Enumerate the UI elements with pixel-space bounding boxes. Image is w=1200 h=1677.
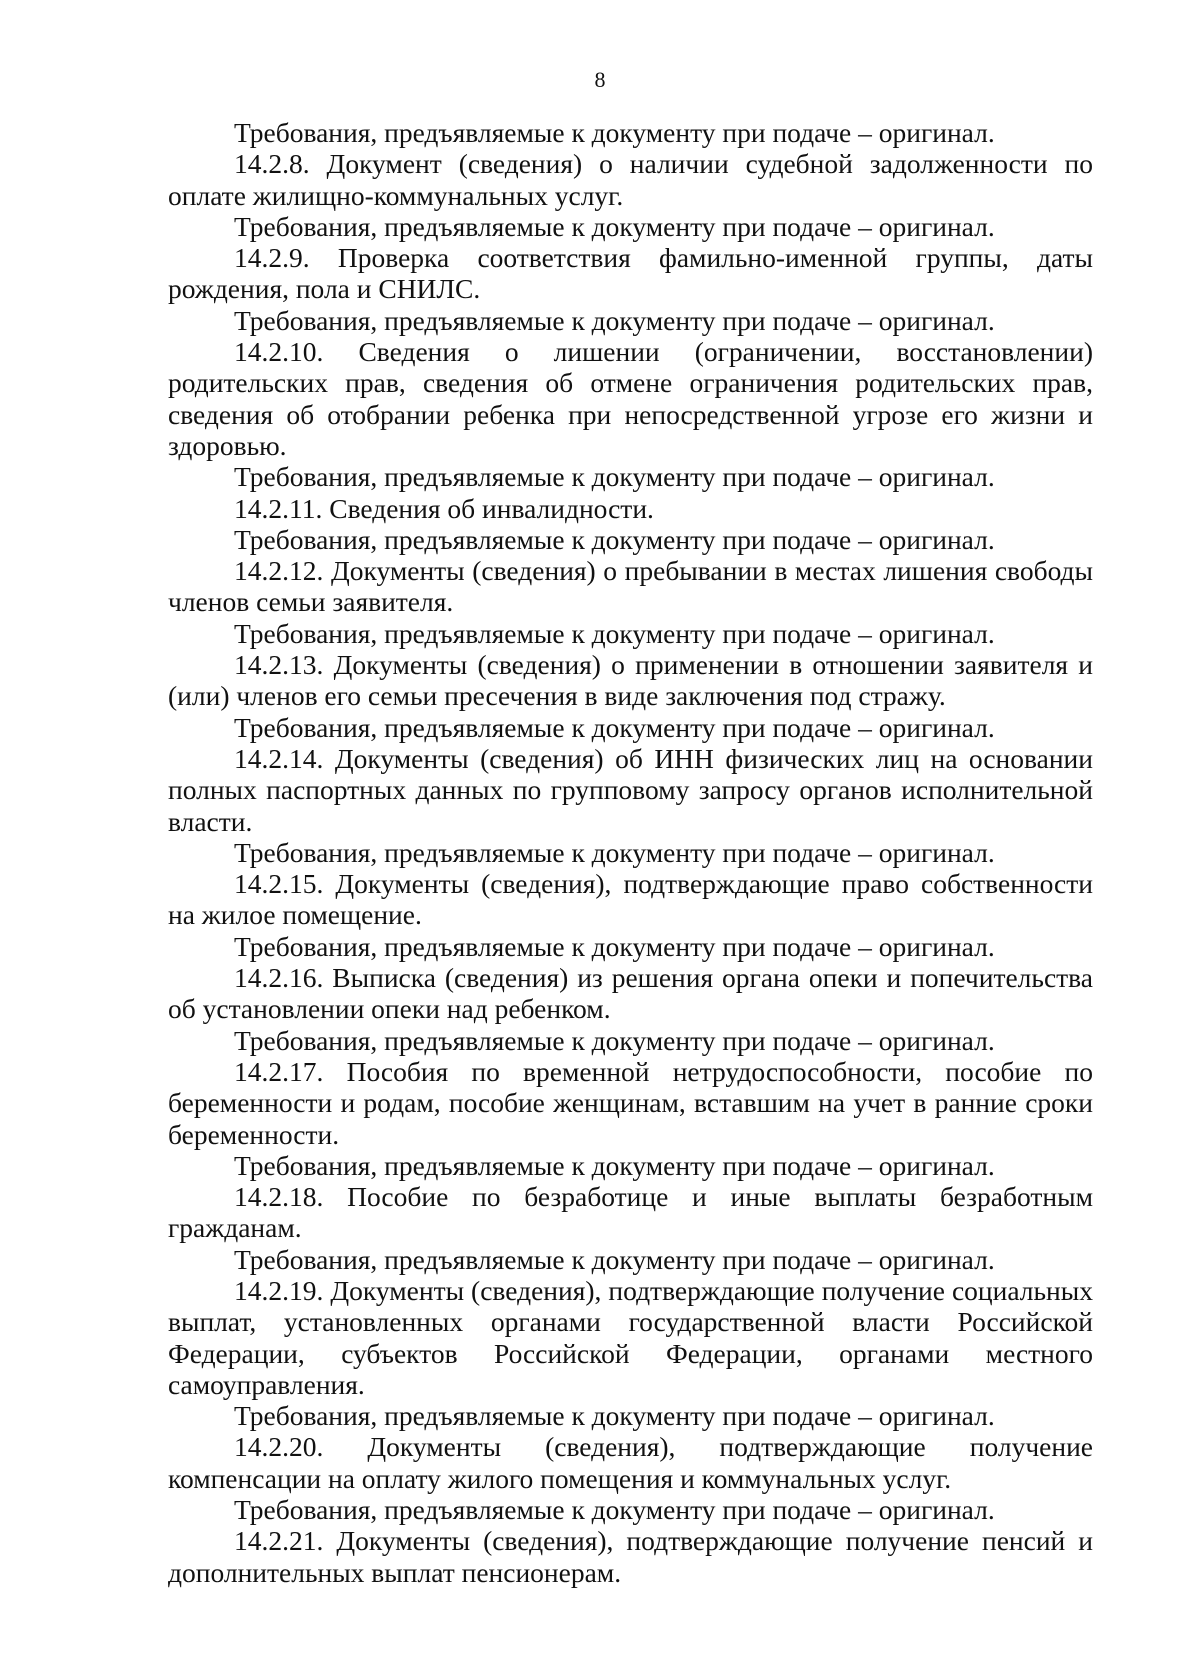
document-item-14-2-19: 14.2.19. Документы (сведения), подтверждающие получение социальных выплат, установленных органами государственной власти Российской Федерации, субъектов Российской Федерации, органами местного самоуправления. (168, 1274, 1093, 1400)
requirement-paragraph: Требования, предъявляемые к документу при подаче – оригинал. (234, 930, 995, 962)
requirement-paragraph: Требования, предъявляемые к документу при подаче – оригинал. (234, 1243, 995, 1275)
document-item-14-2-13: 14.2.13. Документы (сведения) о применении в отношении заявителя и (или) членов его семьи пресечения в виде заключения под стражу. (168, 649, 1093, 712)
document-item-14-2-10: 14.2.10. Сведения о лишении (ограничении, восстановлении) родительских прав, сведения об отмене ограничения родительских прав, сведения об отобрании ребенка при непосредственной угрозе его жизни и здоровью. (168, 336, 1093, 461)
requirement-paragraph: Требования, предъявляемые к документу при подаче – оригинал. (234, 1400, 995, 1432)
requirement-paragraph: Требования, предъявляемые к документу при подаче – оригинал. (234, 304, 995, 336)
document-item-14-2-18: 14.2.18. Пособие по безработице и иные выплаты безработным гражданам. (168, 1181, 1093, 1244)
requirement-paragraph: Требования, предъявляемые к документу при подаче – оригинал. (234, 461, 995, 493)
requirement-paragraph: Требования, предъявляемые к документу при подаче – оригинал. (234, 836, 995, 868)
requirement-paragraph: Требования, предъявляемые к документу при подаче – оригинал. (234, 1494, 995, 1526)
document-item-14-2-11: 14.2.11. Сведения об инвалидности. (234, 492, 654, 524)
document-item-14-2-20: 14.2.20. Документы (сведения), подтверждающие получение компенсации на оплату жилого помещения и коммунальных услуг. (168, 1431, 1093, 1494)
requirement-paragraph: Требования, предъявляемые к документу при подаче – оригинал. (234, 117, 995, 148)
document-item-14-2-15: 14.2.15. Документы (сведения), подтверждающие право собственности на жилое помещение. (168, 868, 1093, 931)
document-item-14-2-9: 14.2.9. Проверка соответствия фамильно-именной группы, даты рождения, пола и СНИЛС. (168, 242, 1093, 305)
page-number: 8 (594, 67, 606, 92)
document-item-14-2-16: 14.2.16. Выписка (сведения) из решения органа опеки и попечительства об установлении опеки над ребенком. (168, 962, 1093, 1025)
document-body (168, 117, 1093, 1588)
document-item-14-2-12: 14.2.12. Документы (сведения) о пребывании в местах лишения свободы членов семьи заявителя. (168, 555, 1093, 618)
requirement-paragraph: Требования, предъявляемые к документу при подаче – оригинал. (234, 711, 995, 743)
document-item-14-2-8: 14.2.8. Документ (сведения) о наличии судебной задолженности по оплате жилищно-коммунальных услуг. (168, 148, 1093, 211)
document-item-14-2-21: 14.2.21. Документы (сведения), подтверждающие получение пенсий и дополнительных выплат пенсионерам. (168, 1525, 1093, 1588)
requirement-paragraph: Требования, предъявляемые к документу при подаче – оригинал. (234, 523, 995, 555)
requirement-paragraph: Требования, предъявляемые к документу при подаче – оригинал. (234, 617, 995, 649)
document-item-14-2-17: 14.2.17. Пособия по временной нетрудоспособности, пособие по беременности и родам, пособие женщинам, вставшим на учет в ранние сроки беременности. (168, 1055, 1093, 1150)
document-item-14-2-14: 14.2.14. Документы (сведения) об ИНН физических лиц на основании полных паспортных данных по групповому запросу органов исполнительной власти. (168, 742, 1093, 837)
requirement-paragraph: Требования, предъявляемые к документу при подаче – оригинал. (234, 210, 995, 242)
requirement-paragraph: Требования, предъявляемые к документу при подаче – оригинал. (234, 1024, 995, 1056)
requirement-paragraph: Требования, предъявляемые к документу при подаче – оригинал. (234, 1149, 995, 1181)
